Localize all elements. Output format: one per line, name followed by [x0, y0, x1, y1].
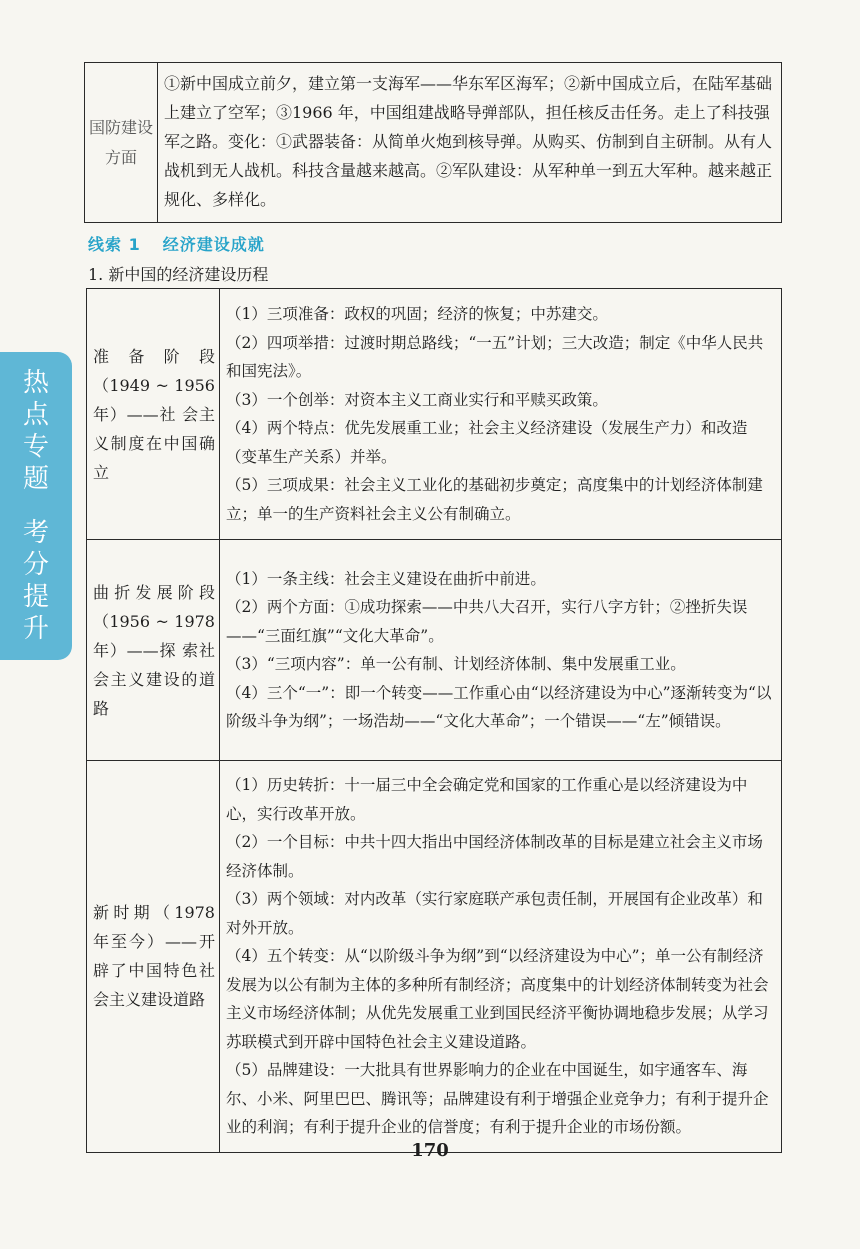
stage-item: （2）一个目标：中共十四大指出中国经济体制改革的目标是建立社会主义市场经济体制。	[226, 833, 763, 880]
side-tab-char: 题	[22, 464, 49, 494]
stages-table	[86, 288, 782, 1153]
stage-item: （2）四项举措：过渡时期总路线；“一五”计划；三大改造；制定《中华人民共和国宪法》。	[226, 333, 764, 380]
side-tab-char: 热	[22, 368, 49, 398]
stage-item: （3）两个领域：对内改革（实行家庭联产承包责任制，开展国有企业改革）和对外开放。	[226, 890, 763, 937]
stage-label: 新时期（1978 年至今）——开辟了中国特色社会主义建设道路	[87, 761, 220, 1153]
stage-item: （5）品牌建设：一大批具有世界影响力的企业在中国诞生，如宇通客车、海尔、小米、阿里巴巴、腾讯等；品牌建设有利于增强企业竞争力；有利于提升企业的利润；有利于提升企业的信誉度；有利于提升企业的市场份额。	[226, 1061, 769, 1136]
stage-item: （4）两个特点：优先发展重工业；社会主义经济建设（发展生产力）和改造（变革生产关系）并举。	[226, 419, 748, 466]
stage-item: （5）三项成果：社会主义工业化的基础初步奠定；高度集中的计划经济体制建立；单一的生产资料社会主义公有制确立。	[226, 476, 763, 523]
stage-label: 曲折发展阶段（1956 ~ 1978 年）——探 索社会主义建设的道路	[87, 540, 220, 761]
stage-item: （3）一个创举：对资本主义工商业实行和平赎买政策。	[226, 390, 608, 409]
side-tab-char: 点	[22, 400, 49, 430]
stage-item: （1）历史转折：十一届三中全会确定党和国家的工作重心是以经济建设为中心，实行改革开放。	[226, 776, 748, 823]
section-heading: 1. 新中国的经济建设历程	[88, 265, 269, 284]
page-number: 170	[411, 1140, 449, 1161]
side-tab-hot-topics	[0, 352, 72, 660]
table-row	[87, 761, 782, 1153]
stage-item: （3）“三项内容”：单一公有制、计划经济体制、集中发展重工业。	[226, 655, 686, 673]
defense-content: ①新中国成立前夕，建立第一支海军——华东军区海军；②新中国成立后，在陆军基础上建立了空军；③1966 年，中国组建战略导弹部队，担任核反击任务。走上了科技强军之路。变化：①武器装备：从简单火炮到核导弹。从购买、仿制到自主研制。从有人战机到无人战机。科技含量越来越高。②军队建设：从军种单一到五大军种。越来越正规化、多样化。	[158, 63, 782, 223]
table-row	[87, 289, 782, 540]
side-tab-part2	[23, 517, 49, 645]
side-tab-char: 专	[22, 432, 49, 462]
stage-item: （4）五个转变：从“以阶级斗争为纲”到“以经济建设为中心”；单一公有制经济发展为以公有制为主体的多种所有制经济；高度集中的计划经济体制转变为社会主义市场经济体制；从优先发展重工业到国民经济平衡协调地稳步发展；从学习苏联模式到开辟中国特色社会主义建设道路。	[226, 947, 769, 1051]
clue-number: 线索 1	[88, 235, 141, 254]
side-tab-char: 提	[22, 582, 49, 612]
stage-item: （1）三项准备：政权的巩固；经济的恢复；中苏建交。	[226, 305, 608, 323]
table-row	[85, 63, 782, 223]
stage-item: （1）一条主线：社会主义建设在曲折中前进。	[226, 569, 546, 588]
clue-heading	[88, 232, 265, 255]
stage-item: （4）三个“一”：即一个转变——工作重心由“以经济建设为中心”逐渐转变为“以阶级斗争为纲”；一场浩劫——“文化大革命”；一个错误——“左”倾错误。	[226, 683, 772, 730]
defense-table	[84, 62, 782, 223]
side-tab-char: 分	[22, 550, 49, 580]
side-tab-part1	[23, 367, 49, 495]
side-tab-char: 升	[22, 614, 49, 644]
clue-title: 经济建设成就	[162, 235, 265, 254]
stage-label: 准 备 阶 段（1949 ~ 1956 年）——社 会主义制度在中国确立	[87, 289, 220, 540]
stage-item: （2）两个方面：①成功探索——中共八大召开，实行八字方针；②挫折失误——“三面红旗”“文化大革命”。	[226, 598, 748, 645]
stage-content	[220, 761, 782, 1153]
side-tab-char: 考	[22, 518, 49, 548]
defense-label: 国防建设方面	[85, 63, 158, 223]
stage-content	[220, 289, 782, 540]
stage-content	[220, 540, 782, 761]
table-row	[87, 540, 782, 761]
